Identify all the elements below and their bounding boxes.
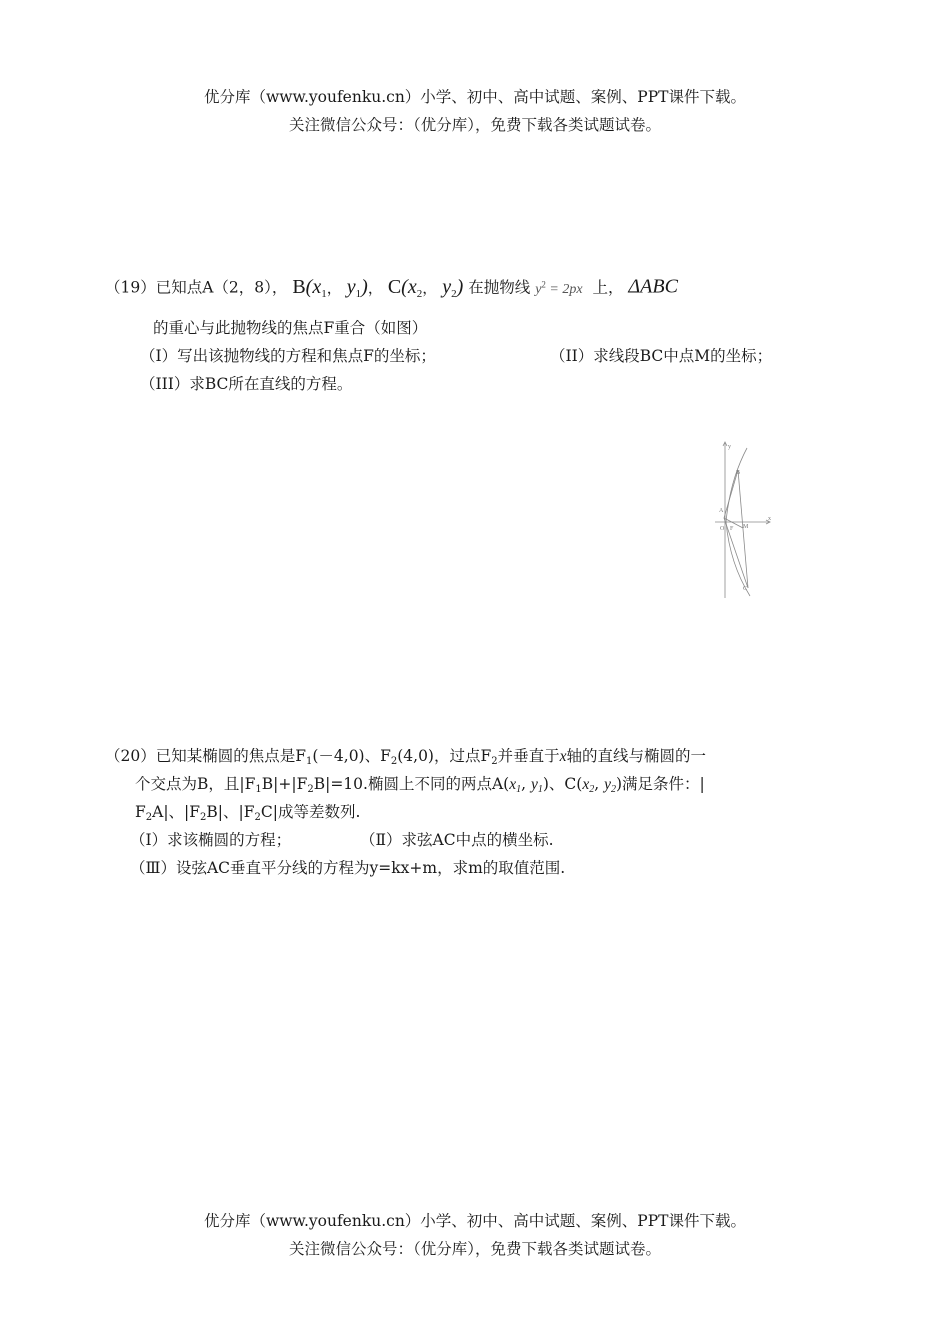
q20-part-1: （I）求该椭圆的方程； [130, 831, 292, 849]
q19-part-1: （I）写出该抛物线的方程和焦点F的坐标； [140, 347, 436, 365]
parabola-figure [700, 440, 780, 600]
label-o: O [720, 526, 725, 532]
q20-line-1: （20）已知某椭圆的焦点是F1(－4,0)、F2(4,0)，过点F2并垂直于x轴的直线与椭圆的一 [105, 747, 707, 767]
q20-line-3: F2A|、|F2B|、|F2C|成等差数列. [135, 803, 361, 823]
label-a: A [719, 508, 724, 514]
q19-on-parabola: 在抛物线 [468, 278, 531, 297]
triangle-abc: ΔABC [628, 275, 678, 298]
footer-line-2: 关注微信公众号：（优分库），免费下载各类试题试卷。 [288, 1240, 661, 1258]
footer-line-1: 优分库（www.youfenku.cn）小学、初中、高中试题、案例、PPT课件下载。 [203, 1212, 747, 1230]
q20-line-2: 个交点为B，且|F1B|+|F2B|=10.椭圆上不同的两点A(x1, y1)、C(x2, y2)满足条件：| [135, 775, 705, 795]
q19-intro: （19）已知点A（2，8）， [105, 278, 288, 297]
q20-part-2: （Ⅱ）求弦AC中点的横坐标. [360, 831, 554, 849]
label-m: M [743, 524, 749, 530]
q19-line-1: （19）已知点A（2，8）， $B(x_1$， $y_1$)， $C(x_2$， $y_2$) 在抛物线 $y^2 = 2px$ 上， ΔABC [105, 275, 678, 300]
q19-on: 上， [592, 278, 624, 297]
q20-part-3: （Ⅲ）设弦AC垂直平分线的方程为y=kx+m，求m的取值范围. [130, 859, 566, 877]
q19-part-3: （III）求BC所在直线的方程。 [140, 375, 353, 393]
label-x: x [768, 516, 771, 522]
header-line-1: 优分库（www.youfenku.cn）小学、初中、高中试题、案例、PPT课件下载。 [203, 88, 747, 106]
q19-part-2: （II）求线段BC中点M的坐标； [550, 347, 773, 365]
label-y: y [728, 444, 731, 450]
parabola-equation: $y^2 = 2px$ [535, 279, 583, 297]
header-line-2: 关注微信公众号：（优分库），免费下载各类试题试卷。 [288, 116, 661, 134]
label-f: F [730, 526, 734, 532]
label-c: C [743, 586, 748, 592]
q19-line-2: 的重心与此抛物线的焦点F重合（如图） [153, 319, 428, 337]
triangle-side-ab [724, 470, 741, 518]
label-b: B [736, 470, 741, 476]
